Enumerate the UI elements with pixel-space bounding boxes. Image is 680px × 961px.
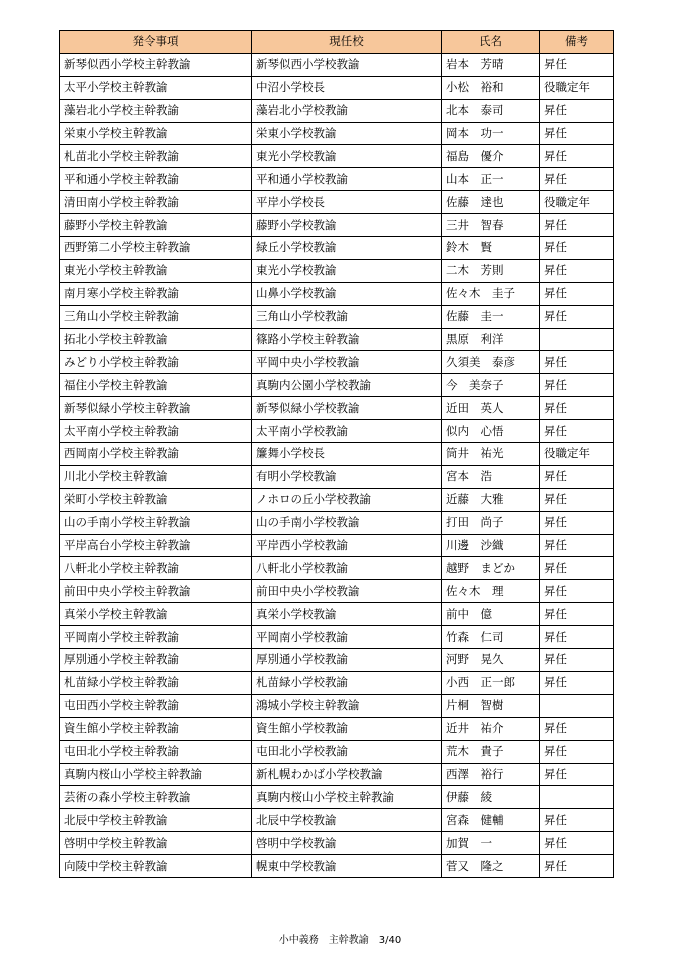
appointment-cell: 八軒北小学校主幹教諭: [60, 557, 252, 580]
name-cell: 西澤 裕行: [442, 763, 540, 786]
current-school-cell: 藤野小学校教諭: [252, 214, 442, 237]
name-cell: 越野 まどか: [442, 557, 540, 580]
current-school-cell: 新琴似緑小学校教諭: [252, 397, 442, 420]
table-row: [60, 809, 614, 832]
appointment-cell: 西野第二小学校主幹教諭: [60, 237, 252, 260]
remarks-cell: 役職定年: [540, 443, 614, 466]
name-cell: 竹森 仁司: [442, 626, 540, 649]
table-row: [60, 122, 614, 145]
table-row: [60, 649, 614, 672]
current-school-cell: 真駒内公園小学校教諭: [252, 374, 442, 397]
current-school-cell: 資生館小学校教諭: [252, 717, 442, 740]
appointment-cell: 清田南小学校主幹教諭: [60, 191, 252, 214]
table-row: [60, 443, 614, 466]
current-school-cell: 真栄小学校教諭: [252, 603, 442, 626]
appointment-cell: みどり小学校主幹教諭: [60, 351, 252, 374]
current-school-cell: 東光小学校教諭: [252, 259, 442, 282]
remarks-cell: 昇任: [540, 145, 614, 168]
table-row: [60, 145, 614, 168]
name-cell: 加賀 一: [442, 832, 540, 855]
table-row: [60, 305, 614, 328]
appointment-table: [59, 30, 614, 878]
current-school-cell: 篠路小学校主幹教諭: [252, 328, 442, 351]
current-school-cell: 太平南小学校教諭: [252, 420, 442, 443]
table-row: [60, 717, 614, 740]
remarks-cell: 昇任: [540, 374, 614, 397]
current-school-cell: 平岡南小学校教諭: [252, 626, 442, 649]
appointment-cell: 南月寒小学校主幹教諭: [60, 282, 252, 305]
table-row: [60, 511, 614, 534]
appointment-cell: 西岡南小学校主幹教諭: [60, 443, 252, 466]
appointment-cell: 屯田西小学校主幹教諭: [60, 694, 252, 717]
remarks-cell: [540, 328, 614, 351]
name-cell: 北本 泰司: [442, 99, 540, 122]
appointment-cell: 東光小学校主幹教諭: [60, 259, 252, 282]
current-school-cell: 栄東小学校教諭: [252, 122, 442, 145]
appointment-cell: 新琴似西小学校主幹教諭: [60, 53, 252, 76]
name-cell: 佐々木 圭子: [442, 282, 540, 305]
appointment-cell: 屯田北小学校主幹教諭: [60, 740, 252, 763]
remarks-cell: 昇任: [540, 237, 614, 260]
appointment-cell: 北辰中学校主幹教諭: [60, 809, 252, 832]
current-school-cell: 簾舞小学校長: [252, 443, 442, 466]
current-school-cell: 平岸西小学校教諭: [252, 534, 442, 557]
table-row: [60, 351, 614, 374]
appointment-cell: 新琴似緑小学校主幹教諭: [60, 397, 252, 420]
name-cell: 近田 英人: [442, 397, 540, 420]
appointment-cell: 川北小学校主幹教諭: [60, 465, 252, 488]
name-cell: 岩本 芳晴: [442, 53, 540, 76]
appointment-cell: 拓北小学校主幹教諭: [60, 328, 252, 351]
current-school-cell: 山の手南小学校教諭: [252, 511, 442, 534]
name-cell: 近藤 大雅: [442, 488, 540, 511]
table-row: [60, 671, 614, 694]
name-cell: 山本 正一: [442, 168, 540, 191]
current-school-cell: 山鼻小学校教諭: [252, 282, 442, 305]
current-school-cell: 幌東中学校教諭: [252, 855, 442, 878]
name-cell: 片桐 智樹: [442, 694, 540, 717]
table-row: [60, 763, 614, 786]
remarks-cell: 昇任: [540, 259, 614, 282]
appointment-cell: 栄東小学校主幹教諭: [60, 122, 252, 145]
current-school-cell: 平岡中央小学校教諭: [252, 351, 442, 374]
name-cell: 宮本 浩: [442, 465, 540, 488]
name-cell: 近井 祐介: [442, 717, 540, 740]
current-school-cell: 三角山小学校教諭: [252, 305, 442, 328]
table-row: [60, 214, 614, 237]
name-cell: 鈴木 賢: [442, 237, 540, 260]
table-row: [60, 397, 614, 420]
name-cell: 宮森 健輔: [442, 809, 540, 832]
appointment-cell: 啓明中学校主幹教諭: [60, 832, 252, 855]
remarks-cell: 昇任: [540, 420, 614, 443]
remarks-cell: 昇任: [540, 397, 614, 420]
remarks-cell: [540, 786, 614, 809]
remarks-cell: 昇任: [540, 671, 614, 694]
current-school-cell: 屯田北小学校教諭: [252, 740, 442, 763]
remarks-cell: 昇任: [540, 580, 614, 603]
appointment-cell: 太平南小学校主幹教諭: [60, 420, 252, 443]
remarks-cell: 役職定年: [540, 191, 614, 214]
name-cell: 二木 芳則: [442, 259, 540, 282]
name-cell: 黒原 利洋: [442, 328, 540, 351]
name-cell: 久須美 泰彦: [442, 351, 540, 374]
remarks-cell: 昇任: [540, 626, 614, 649]
current-school-cell: 札苗緑小学校教諭: [252, 671, 442, 694]
table-row: [60, 328, 614, 351]
current-school-cell: 有明小学校教諭: [252, 465, 442, 488]
name-cell: 佐藤 達也: [442, 191, 540, 214]
name-cell: 筒井 祐光: [442, 443, 540, 466]
name-cell: 三井 智春: [442, 214, 540, 237]
table-row: [60, 786, 614, 809]
current-school-cell: 中沼小学校長: [252, 76, 442, 99]
appointment-cell: 山の手南小学校主幹教諭: [60, 511, 252, 534]
current-school-cell: 厚別通小学校教諭: [252, 649, 442, 672]
table-body: [60, 53, 614, 877]
current-school-cell: 東光小学校教諭: [252, 145, 442, 168]
name-cell: 前中 億: [442, 603, 540, 626]
table-row: [60, 832, 614, 855]
remarks-cell: 昇任: [540, 855, 614, 878]
current-school-cell: 新札幌わかば小学校教諭: [252, 763, 442, 786]
current-school-cell: 真駒内桜山小学校主幹教諭: [252, 786, 442, 809]
remarks-cell: 昇任: [540, 832, 614, 855]
name-cell: 佐藤 圭一: [442, 305, 540, 328]
remarks-cell: 昇任: [540, 282, 614, 305]
remarks-cell: 昇任: [540, 99, 614, 122]
current-school-cell: 新琴似西小学校教諭: [252, 53, 442, 76]
name-cell: 小西 正一郎: [442, 671, 540, 694]
table-row: [60, 237, 614, 260]
remarks-cell: [540, 694, 614, 717]
remarks-cell: 昇任: [540, 465, 614, 488]
current-school-cell: 北辰中学校教諭: [252, 809, 442, 832]
appointment-cell: 札苗緑小学校主幹教諭: [60, 671, 252, 694]
header-appointment: 発令事項: [60, 31, 252, 54]
table-row: [60, 534, 614, 557]
appointment-cell: 平岸高台小学校主幹教諭: [60, 534, 252, 557]
current-school-cell: 平岸小学校長: [252, 191, 442, 214]
appointment-cell: 前田中央小学校主幹教諭: [60, 580, 252, 603]
appointment-cell: 太平小学校主幹教諭: [60, 76, 252, 99]
table-row: [60, 855, 614, 878]
table-row: [60, 53, 614, 76]
appointment-cell: 福住小学校主幹教諭: [60, 374, 252, 397]
current-school-cell: 八軒北小学校教諭: [252, 557, 442, 580]
table-row: [60, 488, 614, 511]
name-cell: 菅又 隆之: [442, 855, 540, 878]
name-cell: 荒木 貴子: [442, 740, 540, 763]
appointment-cell: 栄町小学校主幹教諭: [60, 488, 252, 511]
name-cell: 打田 尚子: [442, 511, 540, 534]
name-cell: 岡本 功一: [442, 122, 540, 145]
appointment-cell: 資生館小学校主幹教諭: [60, 717, 252, 740]
current-school-cell: 藻岩北小学校教諭: [252, 99, 442, 122]
table-row: [60, 580, 614, 603]
appointment-cell: 藤野小学校主幹教諭: [60, 214, 252, 237]
remarks-cell: 昇任: [540, 557, 614, 580]
page-footer: 小中義務 主幹教諭 3/40: [278, 935, 402, 946]
remarks-cell: 昇任: [540, 717, 614, 740]
remarks-cell: 昇任: [540, 603, 614, 626]
appointment-cell: 三角山小学校主幹教諭: [60, 305, 252, 328]
table-row: [60, 603, 614, 626]
table-row: [60, 374, 614, 397]
table-row: [60, 282, 614, 305]
table-row: [60, 626, 614, 649]
name-cell: 河野 晃久: [442, 649, 540, 672]
appointment-cell: 平岡南小学校主幹教諭: [60, 626, 252, 649]
appointment-cell: 真栄小学校主幹教諭: [60, 603, 252, 626]
remarks-cell: 昇任: [540, 351, 614, 374]
header-row: [60, 31, 614, 54]
appointment-cell: 札苗北小学校主幹教諭: [60, 145, 252, 168]
appointment-cell: 藻岩北小学校主幹教諭: [60, 99, 252, 122]
table-row: [60, 420, 614, 443]
remarks-cell: 役職定年: [540, 76, 614, 99]
name-cell: 川邊 沙織: [442, 534, 540, 557]
header-remarks: 備考: [540, 31, 614, 54]
current-school-cell: 前田中央小学校教諭: [252, 580, 442, 603]
appointment-cell: 厚別通小学校主幹教諭: [60, 649, 252, 672]
remarks-cell: 昇任: [540, 488, 614, 511]
name-cell: 小松 裕和: [442, 76, 540, 99]
appointment-cell: 向陵中学校主幹教諭: [60, 855, 252, 878]
remarks-cell: 昇任: [540, 511, 614, 534]
current-school-cell: 鴻城小学校主幹教諭: [252, 694, 442, 717]
remarks-cell: 昇任: [540, 53, 614, 76]
remarks-cell: 昇任: [540, 122, 614, 145]
remarks-cell: 昇任: [540, 740, 614, 763]
remarks-cell: 昇任: [540, 649, 614, 672]
appointment-cell: 平和通小学校主幹教諭: [60, 168, 252, 191]
remarks-cell: 昇任: [540, 168, 614, 191]
table-row: [60, 557, 614, 580]
remarks-cell: 昇任: [540, 534, 614, 557]
name-cell: 福島 優介: [442, 145, 540, 168]
header-current-school: 現任校: [252, 31, 442, 54]
name-cell: 佐々木 理: [442, 580, 540, 603]
table-row: [60, 76, 614, 99]
appointment-cell: 真駒内桜山小学校主幹教諭: [60, 763, 252, 786]
appointment-cell: 芸術の森小学校主幹教諭: [60, 786, 252, 809]
name-cell: 伊藤 綾: [442, 786, 540, 809]
remarks-cell: 昇任: [540, 809, 614, 832]
name-cell: 似内 心悟: [442, 420, 540, 443]
remarks-cell: 昇任: [540, 763, 614, 786]
current-school-cell: ノホロの丘小学校教諭: [252, 488, 442, 511]
current-school-cell: 平和通小学校教諭: [252, 168, 442, 191]
table-row: [60, 99, 614, 122]
table-row: [60, 465, 614, 488]
table-row: [60, 740, 614, 763]
table-row: [60, 191, 614, 214]
current-school-cell: 啓明中学校教諭: [252, 832, 442, 855]
current-school-cell: 緑丘小学校教諭: [252, 237, 442, 260]
table-row: [60, 168, 614, 191]
name-cell: 今 美奈子: [442, 374, 540, 397]
table-row: [60, 259, 614, 282]
table-row: [60, 694, 614, 717]
remarks-cell: 昇任: [540, 214, 614, 237]
header-name: 氏名: [442, 31, 540, 54]
remarks-cell: 昇任: [540, 305, 614, 328]
